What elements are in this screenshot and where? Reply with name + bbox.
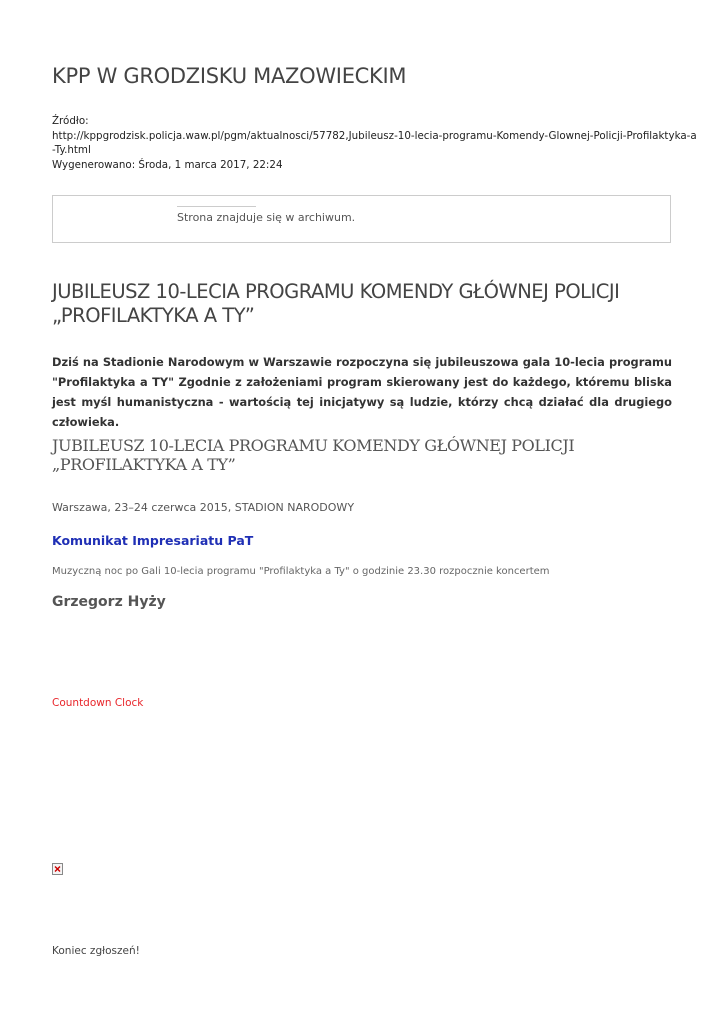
article-title bbox=[52, 280, 692, 328]
archive-notice-box bbox=[52, 195, 671, 243]
event-date-line: Warszawa, 23–24 czerwca 2015, STADION NARODOWY bbox=[52, 501, 355, 514]
source-url-continued[interactable]: -Ty.html bbox=[52, 144, 91, 156]
artist-name: Grzegorz Hyży bbox=[52, 594, 166, 610]
article-subtitle-line2: „PROFILAKTYKA A TY” bbox=[52, 455, 236, 474]
source-url[interactable]: http://kppgrodzisk.policja.waw.pl/pgm/aktualnosci/57782,Jubileusz-10-lecia-programu-Komendy-Glownej-Policji-Profilaktyka-a bbox=[52, 129, 697, 142]
countdown-clock-link[interactable]: Countdown Clock bbox=[52, 697, 144, 709]
generated-timestamp: Wygenerowano: Środa, 1 marca 2017, 22:24 bbox=[52, 158, 283, 171]
source-meta bbox=[52, 114, 697, 172]
site-title: KPP W GRODZISKU MAZOWIECKIM bbox=[52, 64, 407, 88]
registration-closed-note: Koniec zgłoszeń! bbox=[52, 945, 140, 957]
concert-text: Muzyczną noc po Gali 10-lecia programu "Profilaktyka a Ty" o godzinie 23.30 rozpocznie koncertem bbox=[52, 566, 550, 577]
komunikat-heading: Komunikat Impresariatu PaT bbox=[52, 533, 254, 548]
source-label: Źródło: bbox=[52, 115, 89, 127]
article-lead: Dziś na Stadionie Narodowym w Warszawie rozpoczyna się jubileuszowa gala 10-lecia programu "Profilaktyka a TY" Zgodnie z założeniami program skierowany jest do każdego, któremu bliska jest myśl humanistyczna - wartością tej inicjatywy są ludzie, którzy chcą działać dla drugiego człowieka. bbox=[52, 355, 672, 429]
article-title-line1: JUBILEUSZ 10-LECIA PROGRAMU KOMENDY GŁÓWNEJ POLICJI bbox=[52, 280, 620, 303]
article-subtitle bbox=[52, 436, 672, 474]
article-title-line2: „PROFILAKTYKA A TY” bbox=[52, 304, 255, 327]
archive-divider bbox=[177, 206, 256, 207]
article-subtitle-line1: JUBILEUSZ 10-LECIA PROGRAMU KOMENDY GŁÓWNEJ POLICJI bbox=[52, 436, 575, 455]
broken-image-icon bbox=[52, 863, 63, 875]
archive-notice: Strona znajduje się w archiwum. bbox=[177, 211, 356, 224]
